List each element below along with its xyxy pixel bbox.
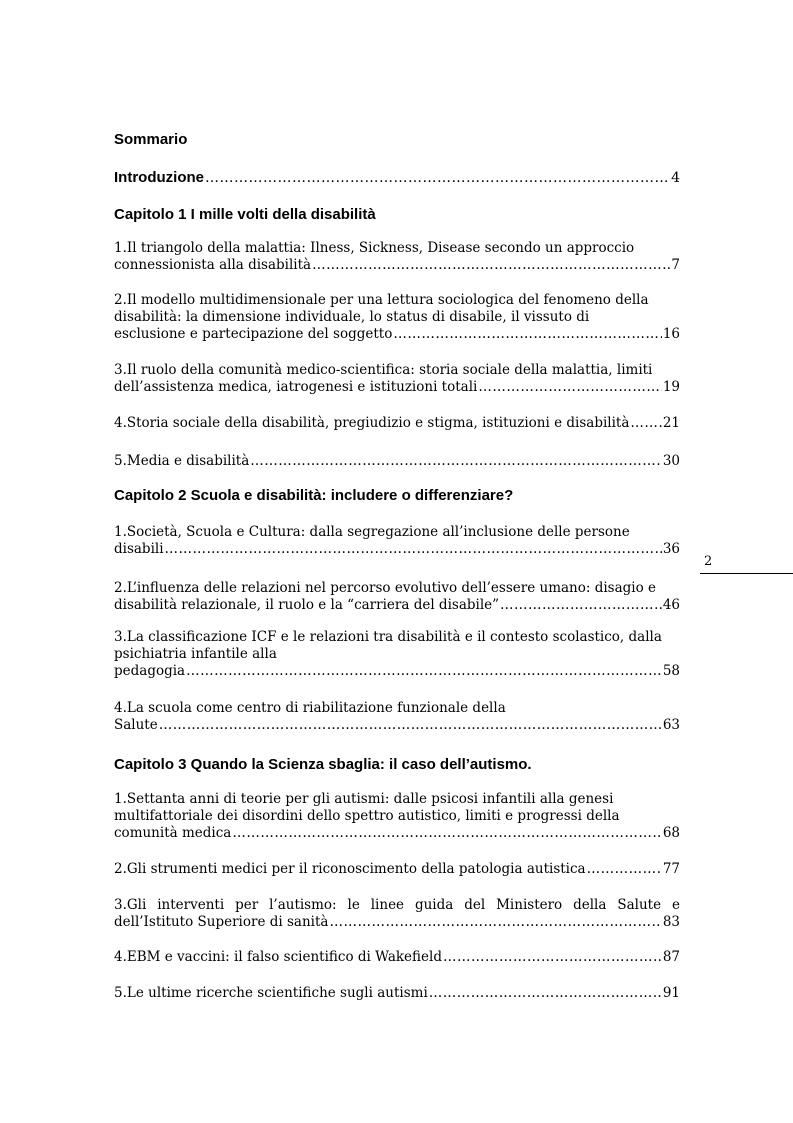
toc-entry-page: 63: [662, 717, 680, 733]
toc-entry-text: Salute: [114, 717, 158, 733]
toc-entry: [114, 897, 680, 931]
dot-leader: [165, 541, 662, 558]
toc-title: Sommario: [114, 131, 188, 148]
dot-leader: [443, 949, 662, 966]
toc-entry: [114, 629, 680, 680]
chapter-heading: Capitolo 3 Quando la Scienza sbaglia: il caso dell’autismo.: [114, 756, 532, 773]
toc-entry-page: 68: [662, 825, 680, 841]
dot-leader: [250, 453, 662, 470]
toc-entry-line: 1.Settanta anni di teorie per gli autismi: dalle psicosi infantili alla genesi: [114, 791, 614, 807]
toc-entry-page: 46: [662, 597, 680, 613]
toc-entry: [114, 700, 680, 734]
toc-introduction-label: Introduzione: [114, 169, 204, 186]
toc-entry: [114, 292, 680, 343]
dot-leader: [587, 861, 662, 878]
toc-entry: [114, 985, 680, 1002]
toc-entry: [114, 415, 680, 432]
chapter-heading: Capitolo 1 I mille volti della disabilità: [114, 206, 376, 223]
toc-entry-line: 3.Il ruolo della comunità medico-scientifica: storia sociale della malattia, limiti: [114, 362, 653, 378]
toc-entry-text: 5.Media e disabilità: [114, 453, 250, 469]
toc-entry-line: 2.Il modello multidimensionale per una lettura sociologica del fenomeno della: [114, 292, 649, 308]
dot-leader: [393, 326, 661, 343]
toc-entry: [114, 362, 680, 396]
toc-entry: [114, 524, 680, 558]
toc-entry-last-line: [114, 861, 680, 878]
dot-leader: [500, 597, 662, 614]
toc-entry-page: 16: [662, 326, 680, 342]
toc-entry-line: disabilità: la dimensione individuale, lo status di disabile, il vissuto di: [114, 309, 590, 325]
toc-entry: [114, 949, 680, 966]
toc-entry-line: 1.Il triangolo della malattia: Ilness, Sickness, Disease secondo un approccio: [114, 240, 635, 256]
toc-entry-line: 3.La classificazione ICF e le relazioni tra disabilità e il contesto scolastico, dalla: [114, 629, 662, 645]
toc-entry-line: 2.L’influenza delle relazioni nel percorso evolutivo dell’essere umano: disagio e: [114, 580, 657, 596]
toc-entry-text: disabili: [114, 541, 164, 557]
toc-entry-last-line: [114, 379, 680, 396]
toc-entry-page: 21: [662, 415, 680, 431]
dot-leader: [186, 663, 662, 680]
dot-leader: [159, 717, 662, 734]
dot-leader: [630, 415, 661, 432]
toc-entry-text: comunità medica: [114, 825, 232, 841]
toc-entry-last-line: [114, 415, 680, 432]
toc-entry-page: 7: [671, 257, 680, 273]
toc-entry-text: 4.Storia sociale della disabilità, pregiudizio e stigma, istituzioni e disabilità: [114, 415, 630, 431]
toc-entry-last-line: [114, 717, 680, 734]
toc-entry-text: 4.EBM e vaccini: il falso scientifico di Wakefield: [114, 949, 442, 965]
toc-entry-last-line: [114, 541, 680, 558]
toc-entry-text: 2.Gli strumenti medici per il riconoscimento della patologia autistica: [114, 861, 586, 877]
toc-entry-page: 87: [662, 949, 680, 965]
toc-entry-line: 4.La scuola come centro di riabilitazione funzionale della: [114, 700, 506, 716]
toc-entry: [114, 861, 680, 878]
toc-entry: [114, 580, 680, 614]
toc-entry-last-line: [114, 663, 680, 680]
toc-entry-last-line: [114, 597, 680, 614]
toc-entry: [114, 791, 680, 842]
toc-entry-last-line: [114, 985, 680, 1002]
dot-leader: [329, 914, 661, 931]
toc-entry-line: psichiatria infantile alla: [114, 646, 277, 662]
dot-leader: [205, 169, 670, 187]
toc-entry-last-line: [114, 453, 680, 470]
toc-entry-text: dell’Istituto Superiore di sanità: [114, 914, 329, 930]
dot-leader: [312, 257, 670, 274]
toc-introduction: [114, 169, 680, 187]
toc-entry-last-line: [114, 825, 680, 842]
dot-leader: [232, 825, 661, 842]
chapter-heading: Capitolo 2 Scuola e disabilità: includere o differenziare?: [114, 487, 514, 504]
page-number: 2: [704, 554, 713, 569]
toc-entry-text: 5.Le ultime ricerche scientifiche sugli autismi: [114, 985, 428, 1001]
page-number-rule: [700, 573, 793, 574]
toc-entry-text: connessionista alla disabilità: [114, 257, 312, 273]
toc-entry-last-line: [114, 326, 680, 343]
toc-entry-line: 3.Gli interventi per l’autismo: le linee guida del Ministero della Salute e: [114, 897, 680, 913]
toc-entry-page: 19: [662, 379, 680, 395]
toc-entry-page: 30: [662, 453, 680, 469]
toc-entry: [114, 453, 680, 470]
dot-leader: [429, 985, 662, 1002]
toc-introduction-page: 4: [671, 170, 680, 186]
toc-entry: [114, 240, 680, 274]
toc-entry-text: pedagogia: [114, 663, 186, 679]
toc-entry-page: 36: [662, 541, 680, 557]
toc-entry-last-line: [114, 914, 680, 931]
toc-entry-last-line: [114, 257, 680, 274]
toc-entry-page: 77: [662, 861, 680, 877]
toc-entry-line: multifattoriale dei disordini dello spettro autistico, limiti e progressi della: [114, 808, 620, 824]
toc-entry-text: esclusione e partecipazione del soggetto: [114, 326, 393, 342]
dot-leader: [478, 379, 661, 396]
toc-entry-last-line: [114, 949, 680, 966]
toc-entry-text: dell’assistenza medica, iatrogenesi e istituzioni totali: [114, 379, 478, 395]
toc-entry-line: 1.Società, Scuola e Cultura: dalla segregazione all’inclusione delle persone: [114, 524, 630, 540]
toc-entry-page: 91: [662, 985, 680, 1001]
toc-entry-text: disabilità relazionale, il ruolo e la “carriera del disabile”: [114, 597, 500, 613]
toc-entry-page: 58: [662, 663, 680, 679]
toc-entry-page: 83: [662, 914, 680, 930]
